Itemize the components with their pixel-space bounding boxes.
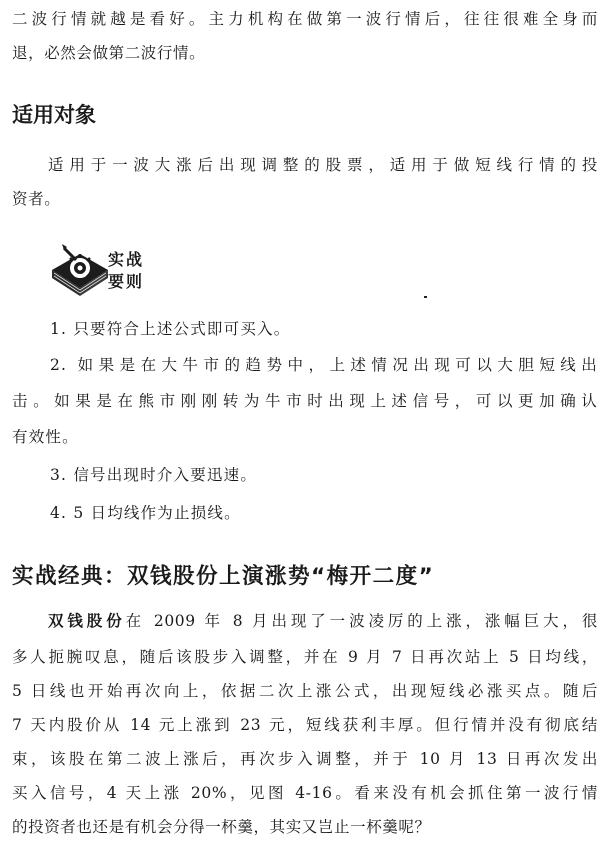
applicable-line-2: 资者。 (12, 190, 61, 208)
classic-line-6: 买入信号，4 天上涨 20%，见图 4-16。看来没有机会抓住第一波行情 (12, 784, 598, 802)
rule-item-2-line-1: 2. 如果是在大牛市的趋势中，上述情况出现可以大胆短线出 (50, 356, 598, 374)
classic-line-5: 束，该股在第二波上涨后，再次步入调整，并于 10 月 13 日再次发出 (12, 750, 598, 768)
combat-rules-badge (50, 240, 160, 302)
classic-line-7: 的投资者也还是有机会分得一杯羹，其实又岂止一杯羹呢？ (12, 818, 431, 836)
classic-line-1-text: 在 2009 年 8 月出现了一波凌厉的上涨，涨幅巨大，很 (125, 612, 599, 630)
book-compass-icon (50, 240, 110, 302)
badge-text-bottom: 要则 (108, 272, 145, 291)
rule-item-2-line-3: 有效性。 (12, 428, 79, 446)
rule-item-3: 3. 信号出现时介入要迅速。 (50, 466, 258, 484)
stray-mark (424, 296, 427, 298)
rule-item-2-line-2: 击。如果是在熊市刚刚转为牛市时出现上述信号，可以更加确认 (12, 392, 598, 410)
classic-line-4: 7 天内股价从 14 元上涨到 23 元，短线获利丰厚。但行情并没有彻底结 (12, 716, 598, 734)
intro-line-2: 退，必然会做第二波行情。 (12, 44, 206, 62)
intro-line-1: 二波行情就越是看好。主力机构在做第一波行情后，往往很难全身而 (12, 10, 598, 28)
classic-line-1 (48, 606, 598, 636)
rule-item-4: 4. 5 日均线作为止损线。 (50, 504, 241, 522)
classic-line-3: 5 日线也开始再次向上，依据二次上涨公式，出现短线必涨买点。随后 (12, 682, 598, 700)
stock-name: 双钱股份 (48, 612, 126, 630)
applicable-line-1: 适用于一波大涨后出现调整的股票，适用于做短线行情的投 (48, 156, 598, 174)
rule-item-1: 1. 只要符合上述公式即可买入。 (50, 320, 291, 338)
section-heading-applicable: 适用对象 (12, 103, 96, 127)
classic-line-2: 多人扼腕叹息，随后该股步入调整，并在 9 月 7 日再次站上 5 日均线， (12, 648, 598, 666)
section-heading-classic: 实战经典：双钱股份上演涨势“梅开二度” (12, 564, 435, 589)
badge-text-top: 实战 (108, 250, 145, 269)
